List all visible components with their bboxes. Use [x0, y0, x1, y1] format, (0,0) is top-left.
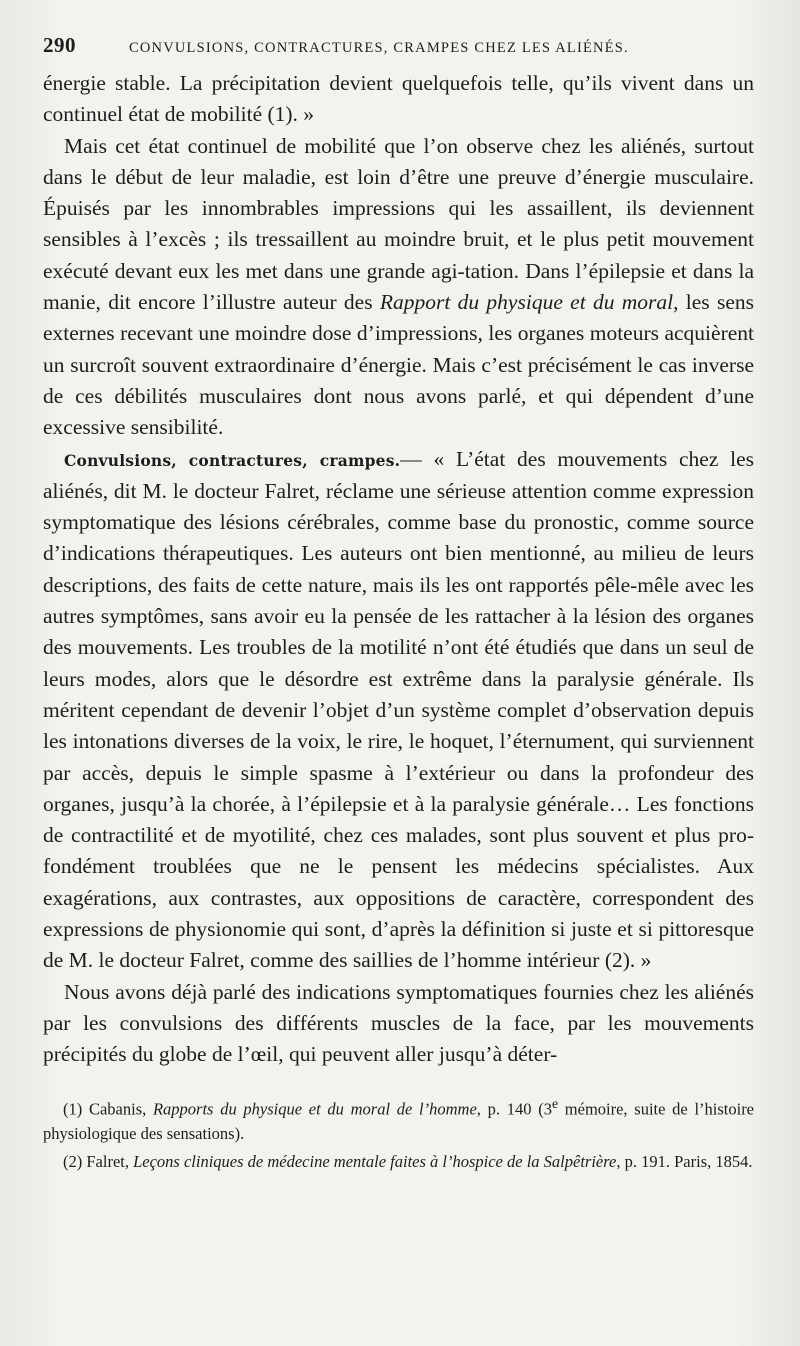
footnotes	[43, 1092, 754, 1175]
superscript: e	[551, 1095, 559, 1111]
footnote	[43, 1092, 754, 1147]
page-header	[43, 0, 754, 63]
text-run: (1) Cabanis,	[63, 1099, 153, 1118]
text-run: , les sens externes recevant une moindre dose d’impressions, les organes moteurs acquièrent un surcroît souvent extraordinaire d’énergie. Mais c’est précisément le cas inverse de ces débilités musculaires dont nous avons parlé, et qui dépendent d’une excessive sensibilité.	[43, 290, 754, 440]
text-run: mémoire, suite de l’histoire physiologique des sensations).	[43, 1099, 755, 1143]
paragraph	[43, 131, 754, 444]
paragraph	[43, 68, 754, 131]
italic-title: Rapports du physique et du moral de l’homme	[152, 1099, 477, 1118]
text-run: (2) Falret,	[63, 1152, 134, 1171]
main-text	[43, 68, 754, 1071]
page-number: 290	[43, 33, 76, 57]
italic-title: Leçons cliniques de médecine mentale faites à l’hospice de la Salpêtrière	[133, 1152, 617, 1171]
italic-title: Rapport du physique et du moral	[379, 290, 674, 315]
text-run: Mais cet état continuel de mobilité que l’on observe chez les aliénés, surtout dans le début de leur maladie, est loin d’être une preuve d’énergie musculaire. Épuisés par les innombrables impressions qui les assaillent, ils deviennent sensibles à l’excès ; ils tressaillent au moindre bruit, et le plus petit mouvement exécuté devant eux les met dans une grande agi-tation. Dans l’épilepsie et dans la manie, dit encore l’illustre auteur des	[43, 133, 754, 315]
text-run: Nous avons déjà parlé des indications symptomatiques fournies chez les aliénés par les convulsions des différents muscles de la face, par les mouvements précipités du globe de l’œil, qui peuvent aller jusqu’à déter-	[43, 979, 754, 1067]
section-heading: Convulsions, contractures, crampes.	[64, 450, 401, 470]
footnote	[43, 1150, 754, 1175]
paragraph	[43, 977, 754, 1071]
running-title: CONVULSIONS, CONTRACTURES, CRAMPES CHEZ LES ALIÉNÉS.	[129, 40, 629, 56]
text-run: , p. 140 (3	[476, 1099, 552, 1118]
text-run: — « L’état des mouvements chez les aliénés, dit M. le docteur Falret, réclame une sérieuse attention comme expression symptomatique des lésions cérébrales, comme base du pronostic, comme source d’indications thérapeutiques. Les auteurs ont bien mentionné, au milieu de leurs descriptions, des faits de cette nature, mais ils les ont rapportés pêle-mêle avec les autres symptômes, sans avoir eu la pensée de les rattacher à la lésion des organes des mouvements. Les troubles de la motilité n’ont été étudiés que dans un seul de leurs modes, alors que le désordre est extrême dans la paralysie générale. Ils méritent cependant de devenir l’objet d’un système complet d’observation depuis les intonations diverses de la voix, le rire, le hoquet, l’éternument, qui surviennent par accès, depuis le simple spasme à l’extérieur ou dans la profondeur des organes, jusqu’à la chorée, à l’épilepsie et à la paralysie générale… Les fonctions de contractilité et de myotilité, chez ces malades, sont plus souvent et plus profondément troublées que ne le pensent les médecins spécialistes. Aux exagérations, aux contrastes, aux oppositions de caractère, correspondent des expressions de physionomie qui sont, d’après la définition si juste et si pittoresque de M. le docteur Falret, comme des saillies de l’homme intérieur (2). »	[43, 446, 754, 973]
paragraph	[43, 444, 754, 977]
text-run: énergie stable. La précipitation devient quelquefois telle, qu’ils vivent dans un continuel état de mobilité (1). »	[43, 71, 754, 127]
text-run: , p. 191. Paris, 1854.	[616, 1152, 753, 1171]
